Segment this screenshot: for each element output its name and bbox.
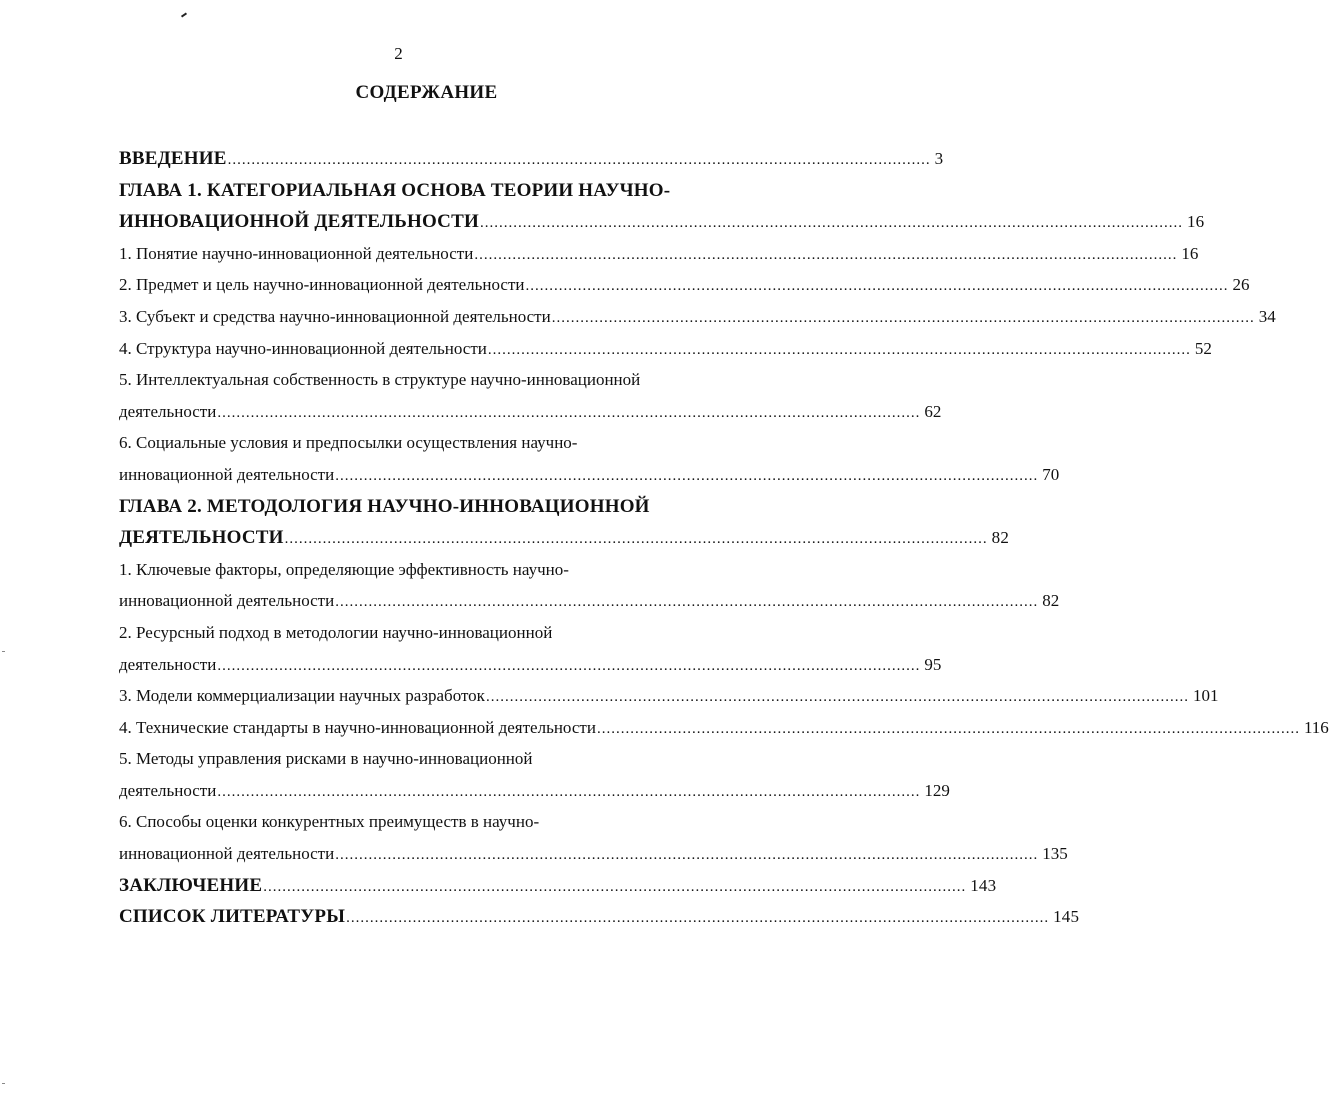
toc-entry-section	[119, 775, 950, 807]
dot-leader: ....................................................................................................................................................	[284, 531, 988, 548]
dot-leader: ....................................................................................................................................................	[335, 594, 1039, 611]
dot-leader: ....................................................................................................................................................	[335, 467, 1039, 484]
toc-entry-label: деятельности	[119, 780, 217, 800]
toc-entry-page: 62	[924, 401, 942, 421]
toc-entry-section	[119, 838, 1068, 870]
page-title: СОДЕРЖАНИЕ	[355, 82, 498, 103]
toc-entry-section-heading	[119, 617, 736, 649]
toc-entry-references	[119, 901, 1080, 933]
toc-entry-section	[119, 333, 1212, 365]
toc-entry-section	[119, 238, 1199, 270]
toc-entry-page: 129	[924, 780, 950, 800]
toc-entry-section-heading	[119, 554, 736, 586]
toc-entry-page: 70	[1042, 464, 1060, 484]
toc-entry-label: ГЛАВА 1. КАТЕГОРИАЛЬНАЯ ОСНОВА ТЕОРИИ НАУЧНО-	[119, 179, 671, 201]
toc-entry-label: 1. Понятие научно-инновационной деятельности	[119, 243, 474, 263]
toc-entry-chapter-1-heading	[119, 175, 736, 207]
toc-entry-section	[119, 712, 1329, 744]
scan-mark	[2, 651, 5, 652]
toc-entry-label: 4. Структура научно-инновационной деятельности	[119, 338, 487, 358]
toc-entry-label: 2. Ресурсный подход в методологии научно-инновационной	[119, 622, 553, 642]
toc-entry-section	[119, 680, 1219, 712]
page-number: 2	[394, 44, 403, 63]
dot-leader: ....................................................................................................................................................	[263, 878, 967, 895]
toc-entry-page: 143	[970, 875, 997, 895]
toc-entry-label: инновационной деятельности	[119, 844, 335, 864]
toc-entry-chapter-1	[119, 206, 1205, 238]
toc-entry-section	[119, 649, 942, 681]
toc-entry-page: 101	[1192, 686, 1219, 706]
dot-leader: ....................................................................................................................................................	[346, 910, 1050, 927]
dot-leader: ....................................................................................................................................................	[551, 309, 1255, 326]
toc-entry-page: 95	[924, 654, 942, 674]
toc-entry-label: 6. Способы оценки конкурентных преимуществ в научно-	[119, 812, 540, 832]
toc-entry-page: 116	[1303, 717, 1329, 737]
toc-entry-section	[119, 585, 1060, 617]
toc-entry-label: 6. Социальные условия и предпосылки осуществления научно-	[119, 433, 578, 453]
dot-leader: ....................................................................................................................................................	[487, 341, 1191, 358]
toc-entry-section	[119, 396, 942, 428]
dot-leader: ....................................................................................................................................................	[217, 404, 921, 421]
toc-entry-label: деятельности	[119, 654, 217, 674]
toc-entry-section-heading	[119, 743, 736, 775]
toc-entry-label: 4. Технические стандарты в научно-инновационной деятельности	[119, 717, 596, 737]
toc-entry-label: 2. Предмет и цель научно-инновационной деятельности	[119, 275, 525, 295]
toc-entry-label: 3. Модели коммерциализации научных разработок	[119, 686, 485, 706]
toc-entry-introduction	[119, 143, 944, 175]
toc-entry-label: инновационной деятельности	[119, 464, 335, 484]
toc-entry-page: 135	[1042, 844, 1068, 864]
toc-entry-page: 82	[991, 528, 1010, 548]
toc-entry-section	[119, 269, 1250, 301]
toc-entry-section-heading	[119, 364, 736, 396]
toc-entry-section	[119, 301, 1276, 333]
dot-leader: ....................................................................................................................................................	[479, 215, 1183, 232]
scan-mark	[181, 12, 187, 17]
toc-entry-page: 145	[1053, 907, 1080, 927]
toc-entry-label: ГЛАВА 2. МЕТОДОЛОГИЯ НАУЧНО-ИННОВАЦИОННОЙ	[119, 495, 650, 517]
toc-entry-label: инновационной деятельности	[119, 591, 335, 611]
dot-leader: ....................................................................................................................................................	[217, 783, 921, 800]
dot-leader: ....................................................................................................................................................	[217, 657, 921, 674]
toc-entry-section-heading	[119, 806, 736, 838]
dot-leader: ....................................................................................................................................................	[227, 152, 931, 168]
toc-entry-page: 16	[1186, 212, 1205, 232]
toc-entry-label: ДЕЯТЕЛЬНОСТИ	[119, 527, 284, 549]
toc-entry-page: 26	[1232, 275, 1250, 295]
toc-entry-page: 52	[1194, 338, 1212, 358]
dot-leader: ....................................................................................................................................................	[485, 689, 1189, 706]
toc-entry-section	[119, 459, 1060, 491]
toc-entry-label: 1. Ключевые факторы, определяющие эффективность научно-	[119, 559, 569, 579]
toc-entry-label: деятельности	[119, 401, 217, 421]
toc-entry-page: 16	[1181, 243, 1199, 263]
toc-entry-conclusion	[119, 870, 997, 902]
toc-entry-label: 3. Субъект и средства научно-инновационной деятельности	[119, 306, 551, 326]
scan-mark	[2, 1083, 5, 1084]
toc-entry-page: 82	[1042, 591, 1060, 611]
toc-entry-chapter-2-heading	[119, 491, 736, 523]
toc-entry-page: 3	[934, 149, 944, 168]
toc-entry-label: 5. Методы управления рисками в научно-инновационной	[119, 749, 533, 769]
table-of-contents	[119, 143, 1329, 933]
toc-entry-label: ВВЕДЕНИЕ	[119, 148, 227, 169]
dot-leader: ....................................................................................................................................................	[525, 278, 1229, 295]
toc-entry-label: ИННОВАЦИОННОЙ ДЕЯТЕЛЬНОСТИ	[119, 211, 479, 233]
toc-entry-label: ЗАКЛЮЧЕНИЕ	[119, 874, 263, 896]
toc-entry-section-heading	[119, 427, 736, 459]
dot-leader: ....................................................................................................................................................	[474, 246, 1178, 263]
dot-leader: ....................................................................................................................................................	[596, 720, 1300, 737]
dot-leader: ....................................................................................................................................................	[335, 847, 1039, 864]
toc-entry-chapter-2	[119, 522, 1010, 554]
toc-entry-page: 34	[1258, 306, 1276, 326]
toc-entry-label: СПИСОК ЛИТЕРАТУРЫ	[119, 906, 346, 928]
toc-entry-label: 5. Интеллектуальная собственность в структуре научно-инновационной	[119, 370, 641, 390]
